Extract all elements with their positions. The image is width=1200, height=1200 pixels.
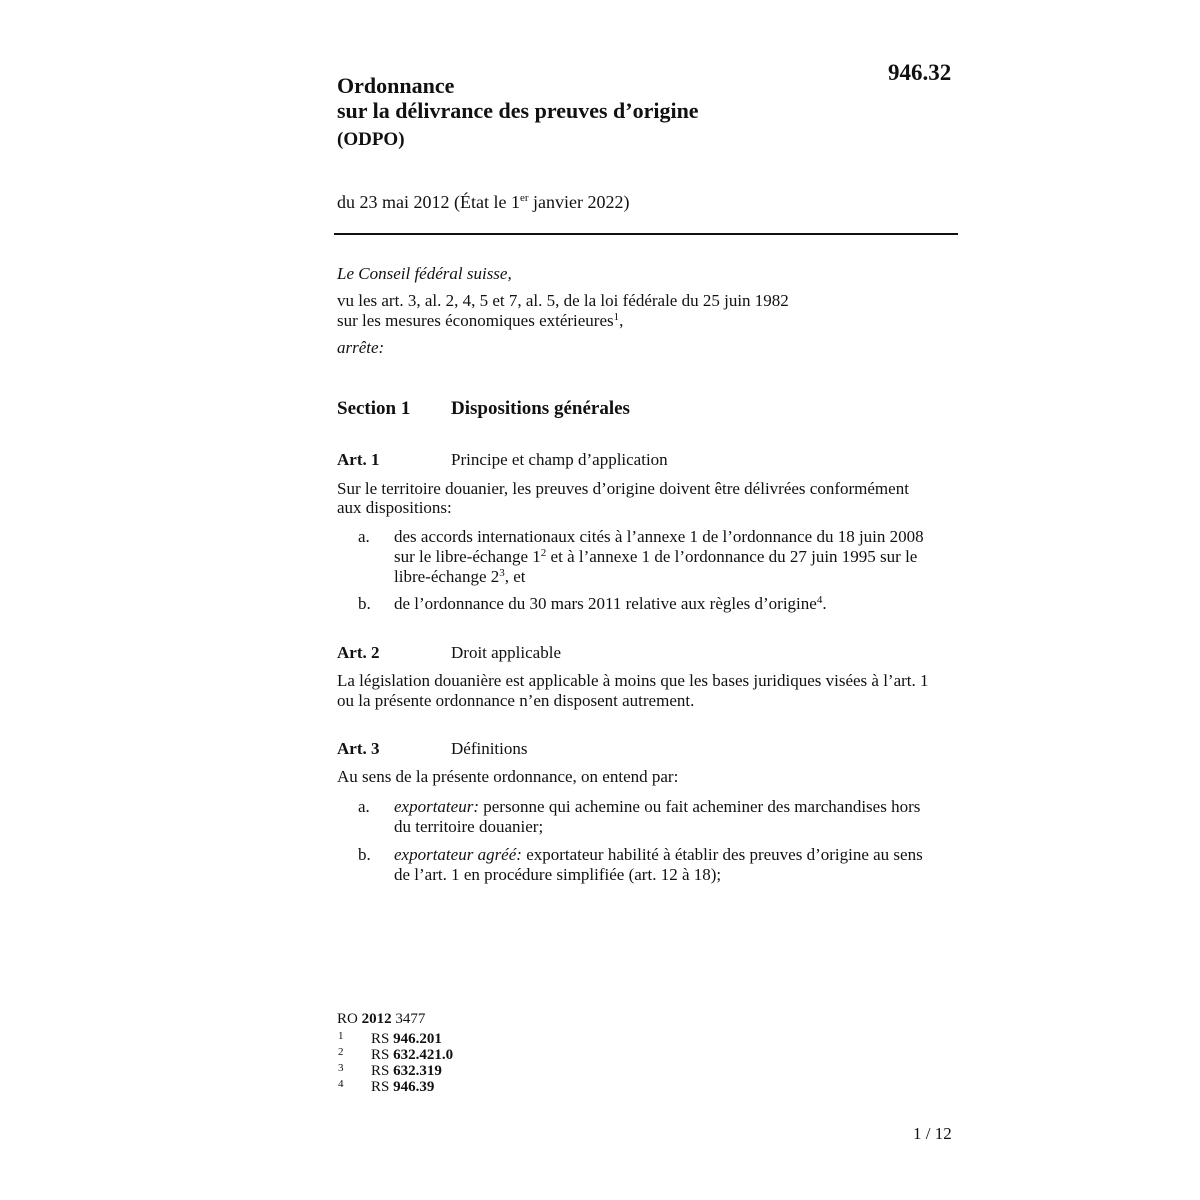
article-1-heading	[337, 450, 937, 470]
article-number: Art. 3	[337, 739, 380, 758]
article-title: Principe et champ d’application	[451, 450, 668, 469]
footnote-ref-1[interactable]: 1	[613, 311, 620, 323]
article-2-line-2: ou la présente ordonnance n’en disposent autrement.	[337, 691, 695, 710]
header-rule	[334, 233, 958, 235]
footnote-item	[371, 1063, 442, 1079]
article-title: Droit applicable	[451, 643, 561, 662]
item-text: .	[822, 594, 827, 613]
footnote-number: 1	[338, 1030, 344, 1042]
footnote-ref-2[interactable]: 2	[540, 547, 547, 559]
article-number: Art. 2	[337, 643, 380, 662]
sr-number: 946.32	[888, 60, 952, 85]
basis-text: sur les mesures économiques extérieures	[337, 311, 614, 330]
list-letter: a.	[358, 527, 370, 546]
list-letter: b.	[358, 845, 371, 864]
footnote-number: 2	[338, 1046, 344, 1058]
article-1-intro-line-1: Sur le territoire douanier, les preuves d’origine doivent être délivrées conformément	[337, 479, 909, 498]
list-letter: a.	[358, 797, 370, 816]
item-text: libre-échange 2	[394, 567, 500, 586]
footnote-item	[371, 1079, 434, 1095]
item-line	[394, 797, 920, 817]
page-number: 1 / 12	[913, 1124, 952, 1143]
list-item	[394, 797, 920, 837]
footnote-ref-4[interactable]: 4	[816, 594, 823, 606]
section-number: Section 1	[337, 398, 411, 419]
article-3-heading	[337, 739, 937, 759]
ro-year: 2012	[361, 1011, 392, 1027]
item-line: des accords internationaux cités à l’annexe 1 de l’ordonnance du 18 juin 2008	[394, 527, 924, 546]
article-3-intro: Au sens de la présente ordonnance, on entend par:	[337, 767, 679, 786]
document-title	[337, 73, 699, 152]
article-title: Définitions	[451, 739, 528, 758]
footnote-prefix: RS	[371, 1031, 394, 1047]
footnote-ref-link[interactable]: 632.421.0	[393, 1047, 454, 1063]
item-line	[394, 547, 924, 567]
item-text: exportateur habilité à établir des preuves d’origine au sens	[521, 845, 923, 864]
preamble-authority: Le Conseil fédéral suisse,	[337, 264, 512, 283]
preamble-basis-line-2	[337, 311, 623, 331]
footnote-number: 4	[338, 1078, 344, 1090]
document-date	[337, 192, 629, 213]
date-superscript: er	[519, 192, 529, 204]
list-letter: b.	[358, 594, 371, 613]
basis-end: ,	[619, 311, 624, 330]
article-2-heading	[337, 643, 937, 663]
item-text: et à l’annexe 1 de l’ordonnance du 27 juin 1995 sur le	[546, 547, 918, 566]
footnote-item	[371, 1031, 442, 1047]
item-text: personne qui achemine ou fait acheminer des marchandises hors	[478, 797, 921, 816]
footnote-ref-link[interactable]: 946.201	[393, 1031, 442, 1047]
ro-prefix: RO	[337, 1011, 362, 1027]
preamble-decree: arrête:	[337, 338, 385, 357]
definition-term: exportateur:	[394, 797, 479, 816]
article-1-intro-line-2: aux dispositions:	[337, 498, 452, 517]
date-suffix: janvier 2022)	[528, 192, 630, 212]
item-text: sur le libre-échange 1	[394, 547, 541, 566]
item-line: de l’art. 1 en procédure simplifiée (art. 12 à 18);	[394, 865, 722, 884]
footnote-ref-3[interactable]: 3	[499, 567, 505, 579]
title-line-2: sur la délivrance des preuves d’origine	[337, 98, 699, 123]
footnote-number: 3	[338, 1062, 344, 1074]
footnote-ro	[337, 1011, 425, 1027]
item-line: du territoire douanier;	[394, 817, 544, 836]
footnote-ref-link[interactable]: 946.39	[393, 1079, 435, 1095]
footnote-prefix: RS	[371, 1047, 394, 1063]
footnote-prefix: RS	[371, 1063, 394, 1079]
item-line	[394, 845, 923, 865]
section-heading	[337, 398, 630, 420]
date-prefix: du 23 mai 2012 (État le 1	[337, 192, 520, 212]
title-abbreviation: (ODPO)	[337, 129, 405, 150]
footnote-ref-link[interactable]: 632.319	[393, 1063, 442, 1079]
ro-page: 3477	[391, 1011, 426, 1027]
definition-term: exportateur agréé:	[394, 845, 522, 864]
item-text: , et	[504, 567, 526, 586]
list-item	[394, 594, 827, 614]
item-text: de l’ordonnance du 30 mars 2011 relative aux règles d’origine	[394, 594, 817, 613]
footnote-prefix: RS	[371, 1079, 394, 1095]
footnote-item	[371, 1047, 453, 1063]
list-item	[394, 845, 923, 885]
section-title: Dispositions générales	[451, 398, 630, 419]
preamble-basis-line-1: vu les art. 3, al. 2, 4, 5 et 7, al. 5, de la loi fédérale du 25 juin 1982	[337, 291, 789, 310]
item-line	[394, 567, 924, 587]
article-2-line-1: La législation douanière est applicable à moins que les bases juridiques visées à l’art. 1	[337, 671, 929, 690]
list-item	[394, 527, 924, 587]
title-line-1: Ordonnance	[337, 73, 455, 98]
article-number: Art. 1	[337, 450, 380, 469]
